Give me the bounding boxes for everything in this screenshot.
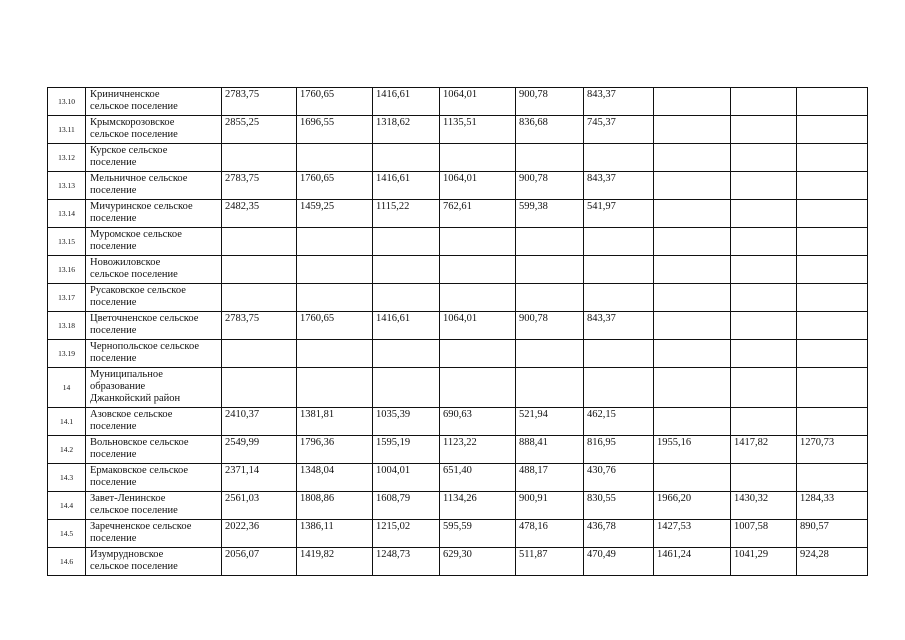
value-cell <box>516 228 584 256</box>
value-cell: 2056,07 <box>222 548 297 576</box>
settlement-name: Мичуринское сельское поселение <box>86 200 222 228</box>
value-cell: 1427,53 <box>654 520 731 548</box>
value-cell <box>654 368 731 408</box>
value-cell <box>654 284 731 312</box>
table-row <box>48 284 868 312</box>
value-cell: 1123,22 <box>440 436 516 464</box>
value-cell <box>584 340 654 368</box>
table-row <box>48 88 868 116</box>
value-cell: 2855,25 <box>222 116 297 144</box>
value-cell: 1416,61 <box>373 172 440 200</box>
value-cell <box>654 116 731 144</box>
value-cell: 2410,37 <box>222 408 297 436</box>
value-cell: 651,40 <box>440 464 516 492</box>
value-cell <box>797 144 868 172</box>
value-cell <box>373 368 440 408</box>
value-cell <box>516 144 584 172</box>
row-number: 13.13 <box>48 172 86 200</box>
value-cell: 1284,33 <box>797 492 868 520</box>
table-row <box>48 408 868 436</box>
value-cell: 888,41 <box>516 436 584 464</box>
value-cell <box>222 144 297 172</box>
value-cell: 830,55 <box>584 492 654 520</box>
table-row <box>48 520 868 548</box>
row-number: 14.6 <box>48 548 86 576</box>
value-cell <box>731 88 797 116</box>
value-cell: 843,37 <box>584 172 654 200</box>
value-cell <box>654 312 731 340</box>
table-row <box>48 200 868 228</box>
value-cell <box>516 256 584 284</box>
settlement-name: Цветочненское сельское поселение <box>86 312 222 340</box>
settlement-name: Мельничное сельское поселение <box>86 172 222 200</box>
value-cell: 1808,86 <box>297 492 373 520</box>
value-cell: 836,68 <box>516 116 584 144</box>
value-cell: 1215,02 <box>373 520 440 548</box>
row-number: 14.4 <box>48 492 86 520</box>
value-cell <box>797 256 868 284</box>
value-cell: 1419,82 <box>297 548 373 576</box>
value-cell <box>731 172 797 200</box>
value-cell: 2561,03 <box>222 492 297 520</box>
value-cell: 1270,73 <box>797 436 868 464</box>
settlement-name: Русаковское сельское поселение <box>86 284 222 312</box>
value-cell <box>654 200 731 228</box>
row-number: 14.2 <box>48 436 86 464</box>
value-cell <box>731 144 797 172</box>
value-cell <box>584 368 654 408</box>
value-cell: 2783,75 <box>222 172 297 200</box>
value-cell: 900,78 <box>516 172 584 200</box>
value-cell: 1461,24 <box>654 548 731 576</box>
settlement-name: Изумрудновское сельское поселение <box>86 548 222 576</box>
value-cell <box>731 116 797 144</box>
value-cell: 1417,82 <box>731 436 797 464</box>
value-cell <box>584 144 654 172</box>
value-cell: 924,28 <box>797 548 868 576</box>
settlement-name: Завет-Ленинское сельское поселение <box>86 492 222 520</box>
value-cell <box>584 256 654 284</box>
value-cell: 488,17 <box>516 464 584 492</box>
value-cell: 1595,19 <box>373 436 440 464</box>
value-cell: 1318,62 <box>373 116 440 144</box>
value-cell <box>731 312 797 340</box>
value-cell: 599,38 <box>516 200 584 228</box>
value-cell: 436,78 <box>584 520 654 548</box>
value-cell <box>797 116 868 144</box>
value-cell <box>297 368 373 408</box>
value-cell <box>440 284 516 312</box>
row-number: 14 <box>48 368 86 408</box>
value-cell <box>797 408 868 436</box>
value-cell: 1064,01 <box>440 172 516 200</box>
value-cell: 1459,25 <box>297 200 373 228</box>
value-cell: 843,37 <box>584 312 654 340</box>
value-cell: 900,78 <box>516 88 584 116</box>
value-cell: 2783,75 <box>222 88 297 116</box>
value-cell: 2482,35 <box>222 200 297 228</box>
row-number: 13.10 <box>48 88 86 116</box>
value-cell: 1386,11 <box>297 520 373 548</box>
value-cell: 1348,04 <box>297 464 373 492</box>
value-cell <box>584 284 654 312</box>
value-cell <box>297 256 373 284</box>
value-cell <box>222 228 297 256</box>
value-cell: 1064,01 <box>440 88 516 116</box>
value-cell <box>654 172 731 200</box>
value-cell: 1004,01 <box>373 464 440 492</box>
settlement-name: Новожиловское сельское поселение <box>86 256 222 284</box>
value-cell: 430,76 <box>584 464 654 492</box>
settlement-name: Криничненское сельское поселение <box>86 88 222 116</box>
value-cell: 762,61 <box>440 200 516 228</box>
value-cell <box>516 284 584 312</box>
row-number: 14.1 <box>48 408 86 436</box>
value-cell <box>797 228 868 256</box>
value-cell <box>797 200 868 228</box>
value-cell <box>797 368 868 408</box>
value-cell: 1041,29 <box>731 548 797 576</box>
value-cell: 1134,26 <box>440 492 516 520</box>
value-cell: 1064,01 <box>440 312 516 340</box>
table-row <box>48 436 868 464</box>
settlement-name: Курское сельское поселение <box>86 144 222 172</box>
table-row <box>48 116 868 144</box>
value-cell: 521,94 <box>516 408 584 436</box>
value-cell: 816,95 <box>584 436 654 464</box>
value-cell: 462,15 <box>584 408 654 436</box>
value-cell <box>797 172 868 200</box>
value-cell <box>297 340 373 368</box>
value-cell: 1416,61 <box>373 312 440 340</box>
value-cell: 1115,22 <box>373 200 440 228</box>
settlement-name: Вольновское сельское поселение <box>86 436 222 464</box>
value-cell: 1955,16 <box>654 436 731 464</box>
value-cell <box>731 368 797 408</box>
settlement-name: Муромское сельское поселение <box>86 228 222 256</box>
settlement-name: Крымскорозовское сельское поселение <box>86 116 222 144</box>
value-cell: 843,37 <box>584 88 654 116</box>
value-cell: 511,87 <box>516 548 584 576</box>
value-cell: 470,49 <box>584 548 654 576</box>
value-cell <box>731 228 797 256</box>
table-row <box>48 492 868 520</box>
value-cell: 1760,65 <box>297 88 373 116</box>
value-cell <box>440 144 516 172</box>
value-cell <box>654 464 731 492</box>
value-cell: 2022,36 <box>222 520 297 548</box>
value-cell: 1696,55 <box>297 116 373 144</box>
value-cell <box>731 284 797 312</box>
row-number: 13.14 <box>48 200 86 228</box>
value-cell <box>440 340 516 368</box>
value-cell <box>731 464 797 492</box>
value-cell: 1966,20 <box>654 492 731 520</box>
value-cell <box>797 312 868 340</box>
value-cell <box>516 340 584 368</box>
value-cell: 1035,39 <box>373 408 440 436</box>
row-number: 13.17 <box>48 284 86 312</box>
value-cell <box>222 256 297 284</box>
value-cell <box>797 464 868 492</box>
value-cell: 745,37 <box>584 116 654 144</box>
value-cell: 890,57 <box>797 520 868 548</box>
value-cell: 629,30 <box>440 548 516 576</box>
settlement-name: Муниципальное образование Джанкойский район <box>86 368 222 408</box>
table-row <box>48 172 868 200</box>
value-cell: 690,63 <box>440 408 516 436</box>
value-cell <box>654 228 731 256</box>
value-cell <box>222 340 297 368</box>
table-row <box>48 464 868 492</box>
value-cell <box>797 88 868 116</box>
table-row <box>48 256 868 284</box>
value-cell <box>654 144 731 172</box>
settlement-name: Ермаковское сельское поселение <box>86 464 222 492</box>
value-cell <box>797 340 868 368</box>
value-cell: 1796,36 <box>297 436 373 464</box>
row-number: 13.19 <box>48 340 86 368</box>
value-cell <box>516 368 584 408</box>
value-cell <box>731 408 797 436</box>
value-cell <box>654 340 731 368</box>
value-cell: 1135,51 <box>440 116 516 144</box>
value-cell <box>373 284 440 312</box>
table-row <box>48 548 868 576</box>
value-cell: 2371,14 <box>222 464 297 492</box>
row-number: 13.18 <box>48 312 86 340</box>
value-cell: 1416,61 <box>373 88 440 116</box>
value-cell <box>222 368 297 408</box>
value-cell <box>731 256 797 284</box>
value-cell <box>654 88 731 116</box>
table-row <box>48 368 868 408</box>
value-cell: 1760,65 <box>297 172 373 200</box>
table-row <box>48 340 868 368</box>
value-cell <box>373 256 440 284</box>
value-cell: 1007,58 <box>731 520 797 548</box>
value-cell <box>731 200 797 228</box>
value-cell: 1430,32 <box>731 492 797 520</box>
row-number: 13.11 <box>48 116 86 144</box>
value-cell <box>731 340 797 368</box>
value-cell <box>297 228 373 256</box>
settlement-name: Чернопольское сельское поселение <box>86 340 222 368</box>
settlement-name: Заречненское сельское поселение <box>86 520 222 548</box>
value-cell <box>373 340 440 368</box>
value-cell: 541,97 <box>584 200 654 228</box>
row-number: 13.12 <box>48 144 86 172</box>
value-cell: 1760,65 <box>297 312 373 340</box>
value-cell <box>222 284 297 312</box>
table-row <box>48 144 868 172</box>
value-cell <box>654 408 731 436</box>
row-number: 14.3 <box>48 464 86 492</box>
value-cell: 900,78 <box>516 312 584 340</box>
table-row <box>48 228 868 256</box>
value-cell <box>584 228 654 256</box>
value-cell <box>297 284 373 312</box>
value-cell <box>440 228 516 256</box>
value-cell <box>373 228 440 256</box>
value-cell <box>373 144 440 172</box>
value-cell: 2783,75 <box>222 312 297 340</box>
value-cell: 595,59 <box>440 520 516 548</box>
value-cell: 2549,99 <box>222 436 297 464</box>
value-cell: 1608,79 <box>373 492 440 520</box>
value-cell <box>654 256 731 284</box>
value-cell: 1248,73 <box>373 548 440 576</box>
value-cell: 478,16 <box>516 520 584 548</box>
row-number: 13.16 <box>48 256 86 284</box>
row-number: 13.15 <box>48 228 86 256</box>
value-cell <box>440 256 516 284</box>
value-cell <box>797 284 868 312</box>
value-cell <box>297 144 373 172</box>
value-cell <box>440 368 516 408</box>
tariff-table <box>47 87 868 576</box>
table-row <box>48 312 868 340</box>
settlement-name: Азовское сельское поселение <box>86 408 222 436</box>
value-cell: 900,91 <box>516 492 584 520</box>
row-number: 14.5 <box>48 520 86 548</box>
value-cell: 1381,81 <box>297 408 373 436</box>
